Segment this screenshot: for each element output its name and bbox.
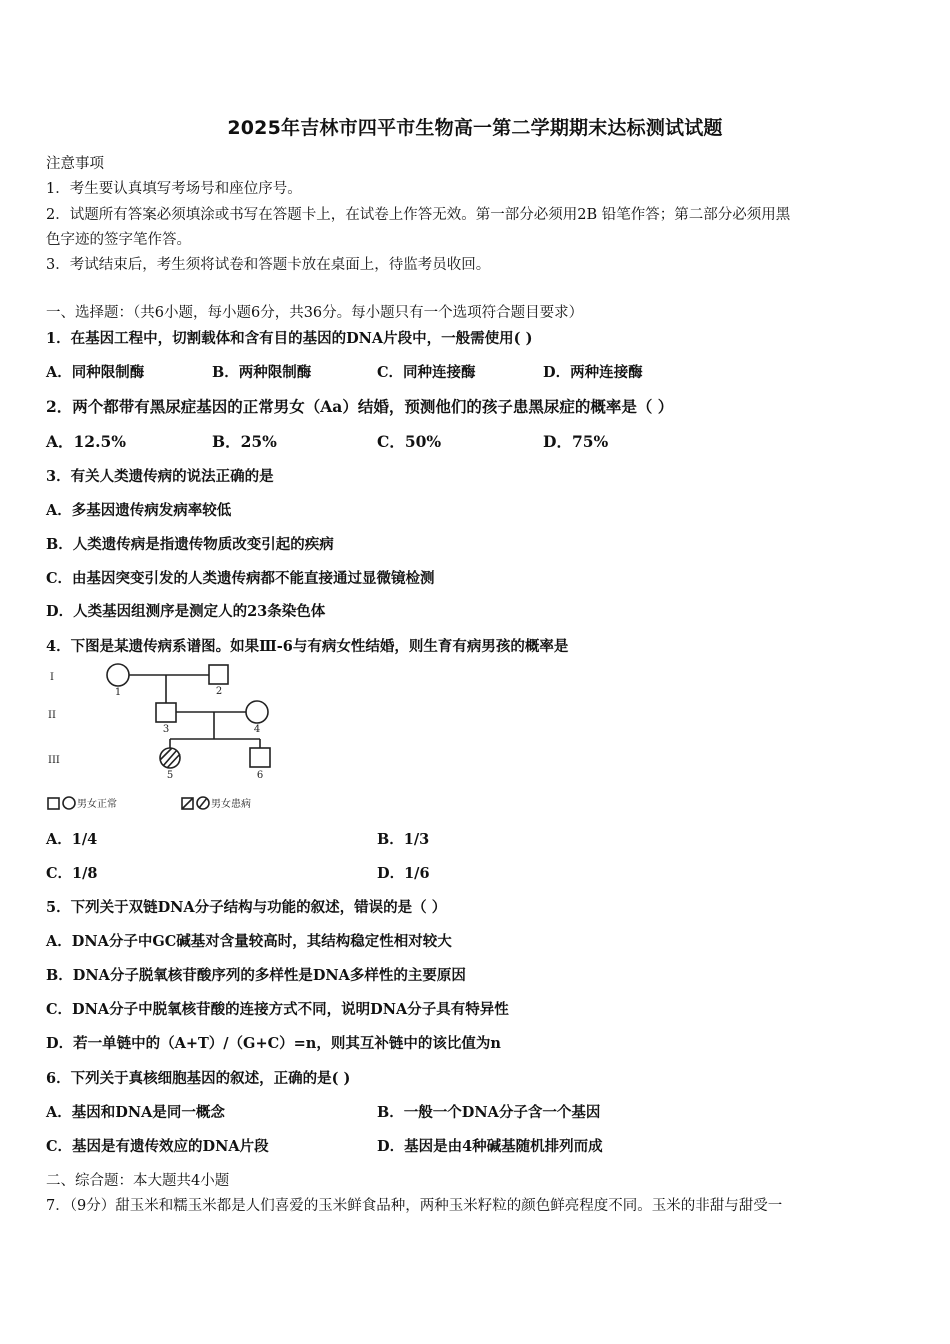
option-b: B．两种限制酶 [212,364,312,381]
individual-number: 5 [166,770,174,781]
individual-number: 2 [215,686,223,697]
individual-4-female [246,701,268,723]
individual-number: 6 [256,770,264,781]
legend-normal-female-icon [63,797,75,809]
page-title: 2025年吉林市四平市生物高一第二学期期末达标测试试题 [227,117,723,139]
legend-normal-male-icon [48,798,59,809]
notice-item: 2．试题所有答案必须填涂或书写在答题卡上，在试卷上作答无效。第一部分必须用2B 铅笔作答；第二部分必须用黑 [46,207,791,223]
option-d: D．若一单链中的（A+T）/（G+C）=n，则其互补链中的该比值为n [46,1035,501,1052]
individual-3-male [156,703,176,722]
question-stem: 1．在基因工程中，切割载体和含有目的基因的DNA片段中，一般需使用( ) [46,330,533,347]
generation-label: III [48,755,60,766]
option-a: A．DNA分子中GC碱基对含量较高时，其结构稳定性相对较大 [46,933,452,950]
notice-item: 3．考试结束后，考生须将试卷和答题卡放在桌面上，待监考员收回。 [46,257,491,273]
individual-6-male [250,748,270,767]
option-a: A．1/4 [46,831,98,848]
option-b: B．人类遗传病是指遗传物质改变引起的疾病 [46,536,334,553]
legend-affected-label: 男女患病 [211,799,251,810]
generation-label: II [48,710,56,721]
question-stem: 2．两个都带有黑尿症基因的正常男女（Aa）结婚，预测他们的孩子患黑尿症的概率是（ ） [46,397,674,416]
option-d: D．基因是由4种碱基随机排列而成 [377,1138,603,1155]
option-d: D．人类基因组测序是测定人的23条染色体 [46,603,326,620]
option-d: D．两种连接酶 [543,364,643,381]
option-c: C．基因是有遗传效应的DNA片段 [46,1138,269,1155]
option-d: D．75% [543,432,609,451]
option-d: D．1/6 [377,865,430,882]
question-stem: 5．下列关于双链DNA分子结构与功能的叙述，错误的是（ ） [46,899,447,916]
pedigree-chart [44,662,314,814]
option-b: B．一般一个DNA分子含一个基因 [377,1104,601,1121]
option-c: C．同种连接酶 [377,364,476,381]
question-stem: 3．有关人类遗传病的说法正确的是 [46,468,274,485]
individual-number: 3 [162,724,170,735]
question-stem: 4．下图是某遗传病系谱图。如果Ⅲ-6与有病女性结婚，则生育有病男孩的概率是 [46,638,569,655]
notice-item: 1．考生要认真填写考场号和座位序号。 [46,181,302,197]
option-c: C．50% [377,432,442,451]
question-stem: 6．下列关于真核细胞基因的叙述，正确的是( ) [46,1070,351,1087]
generation-label: I [50,672,54,683]
individual-2-male [209,665,228,684]
option-c: C．由基因突变引发的人类遗传病都不能直接通过显微镜检测 [46,570,435,587]
option-b: B．DNA分子脱氧核苷酸序列的多样性是DNA多样性的主要原因 [46,967,466,984]
section-heading: 一、选择题：（共6小题，每小题6分，共36分。每小题只有一个选项符合题目要求） [46,305,584,321]
individual-1-female [107,664,129,686]
option-b: B．1/3 [377,831,430,848]
option-a: A．12.5% [46,432,127,451]
legend-normal-label: 男女正常 [77,799,117,810]
notice-item: 色字迹的签字笔作答。 [46,232,191,248]
option-a: A．多基因遗传病发病率较低 [46,502,232,519]
notice-heading: 注意事项 [46,156,104,172]
option-c: C．1/8 [46,865,98,882]
option-c: C．DNA分子中脱氧核苷酸的连接方式不同，说明DNA分子具有特异性 [46,1001,509,1018]
option-a: A．同种限制酶 [46,364,145,381]
section-heading: 二、综合题：本大题共4小题 [46,1173,230,1189]
individual-number: 4 [253,724,261,735]
individual-number: 1 [114,687,122,698]
question-stem: 7．（9分）甜玉米和糯玉米都是人们喜爱的玉米鲜食品种，两种玉米籽粒的颜色鲜亮程度不同。玉米的非甜与甜受一 [46,1198,783,1214]
option-a: A．基因和DNA是同一概念 [46,1104,225,1121]
option-b: B．25% [212,432,277,451]
